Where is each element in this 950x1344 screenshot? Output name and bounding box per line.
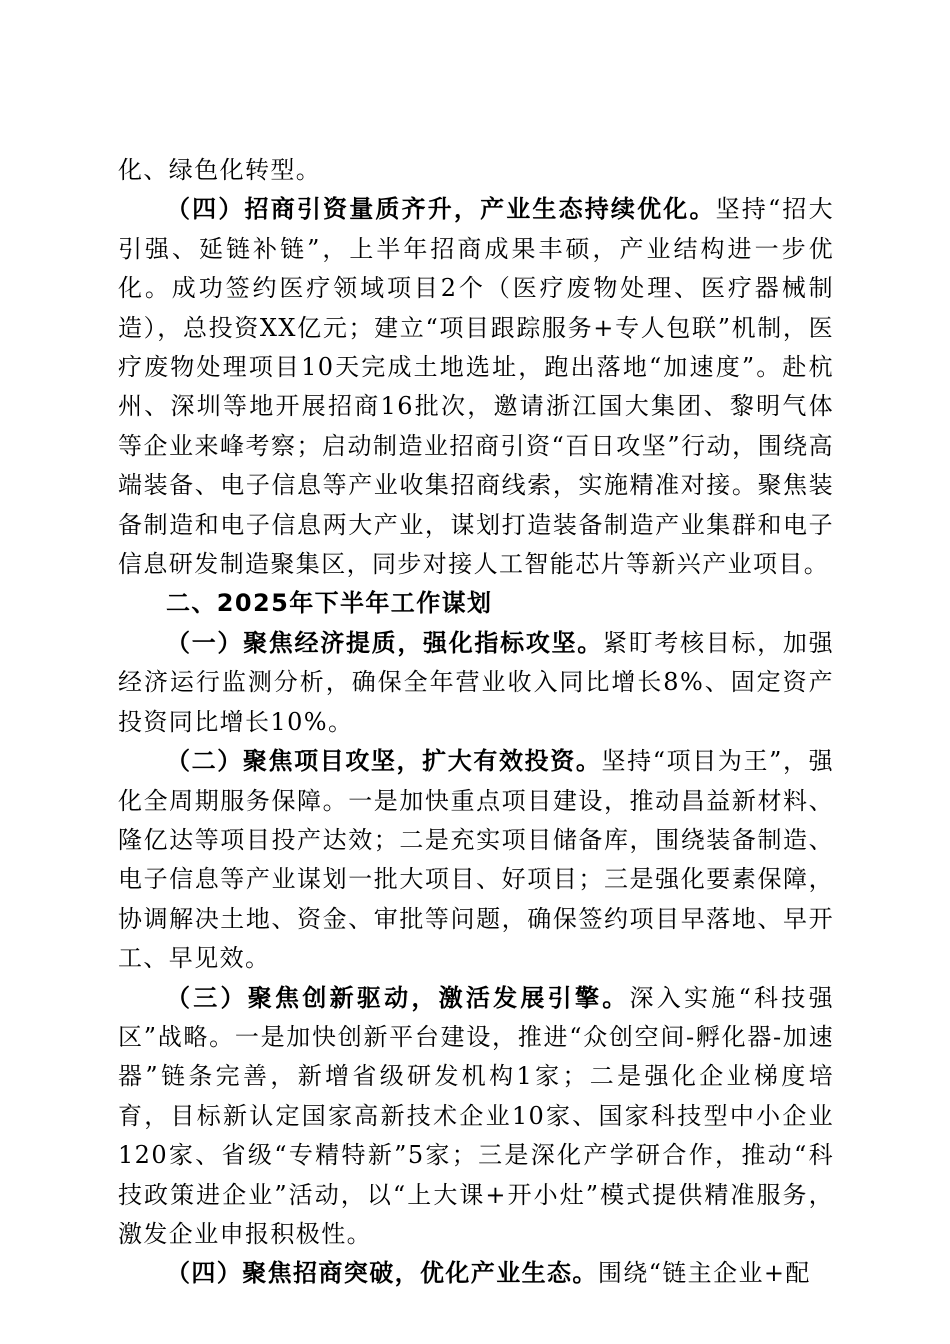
paragraph-projects bbox=[118, 742, 834, 978]
paragraph-heading: （二）聚焦项目攻坚，扩大有效投资。 bbox=[166, 747, 602, 776]
paragraph-text: 深入实施“科技强区”战略。一是加快创新平台建设，推进“众创空间-孵化器-加速器”链条完善，新增省级研发机构1家；二是强化企业梯度培育，目标新认定国家高新技术企业10家、国家科技型中小企业120家、省级“专精特新”5家；三是深化产学研合作，推动“科技政策进企业”活动，以“上大课+开小灶”模式提供精准服务，激发企业申报积极性。 bbox=[118, 983, 834, 1248]
paragraph-innovation bbox=[118, 979, 834, 1255]
paragraph-text: 化、绿色化转型。 bbox=[118, 156, 322, 184]
paragraph-investment-attraction bbox=[118, 190, 834, 584]
section-heading bbox=[118, 584, 834, 623]
paragraph-heading: （四）聚焦招商突破，优化产业生态。 bbox=[166, 1259, 598, 1288]
paragraph-economy bbox=[118, 624, 834, 742]
paragraph-heading: （三）聚焦创新驱动，激活发展引擎。 bbox=[166, 983, 630, 1012]
paragraph-investment-breakthrough bbox=[118, 1254, 834, 1293]
paragraph-heading: （四）招商引资量质齐升，产业生态持续优化。 bbox=[166, 195, 716, 224]
paragraph-continuation bbox=[118, 151, 834, 190]
section-title: 二、2025年下半年工作谋划 bbox=[166, 589, 493, 618]
paragraph-text: 坚持“项目为王”，强化全周期服务保障。一是加快重点项目建设，推动昌益新材料、隆亿达等项目投产达效；二是充实项目储备库，围绕装备制造、电子信息等产业谋划一批大项目、好项目；三是强化要素保障，协调解决土地、资金、审批等问题，确保签约项目早落地、早开工、早见效。 bbox=[118, 747, 834, 973]
paragraph-heading: （一）聚焦经济提质，强化指标攻坚。 bbox=[166, 628, 603, 657]
paragraph-text: 紧盯考核目标，加强经济运行监测分析，确保全年营业收入同比增长8%、固定资产投资同比增长10%。 bbox=[118, 628, 834, 736]
paragraph-text: 围绕“链主企业+配 bbox=[597, 1259, 811, 1288]
document-body bbox=[118, 151, 834, 1294]
paragraph-text: 坚持“招大引强、延链补链”，上半年招商成果丰硕，产业结构进一步优化。成功签约医疗领域项目2个（医疗废物处理、医疗器械制造），总投资XX亿元；建立“项目跟踪服务+专人包联”机制，医疗废物处理项目10天完成土地选址，跑出落地“加速度”。赴杭州、深圳等地开展招商16批次，邀请浙江国大集团、黎明气体等企业来峰考察；启动制造业招商引资“百日攻坚”行动，围绕高端装备、电子信息等产业收集招商线索，实施精准对接。聚焦装备制造和电子信息两大产业，谋划打造装备制造产业集群和电子信息研发制造聚集区，同步对接人工智能芯片等新兴产业项目。 bbox=[118, 195, 834, 579]
